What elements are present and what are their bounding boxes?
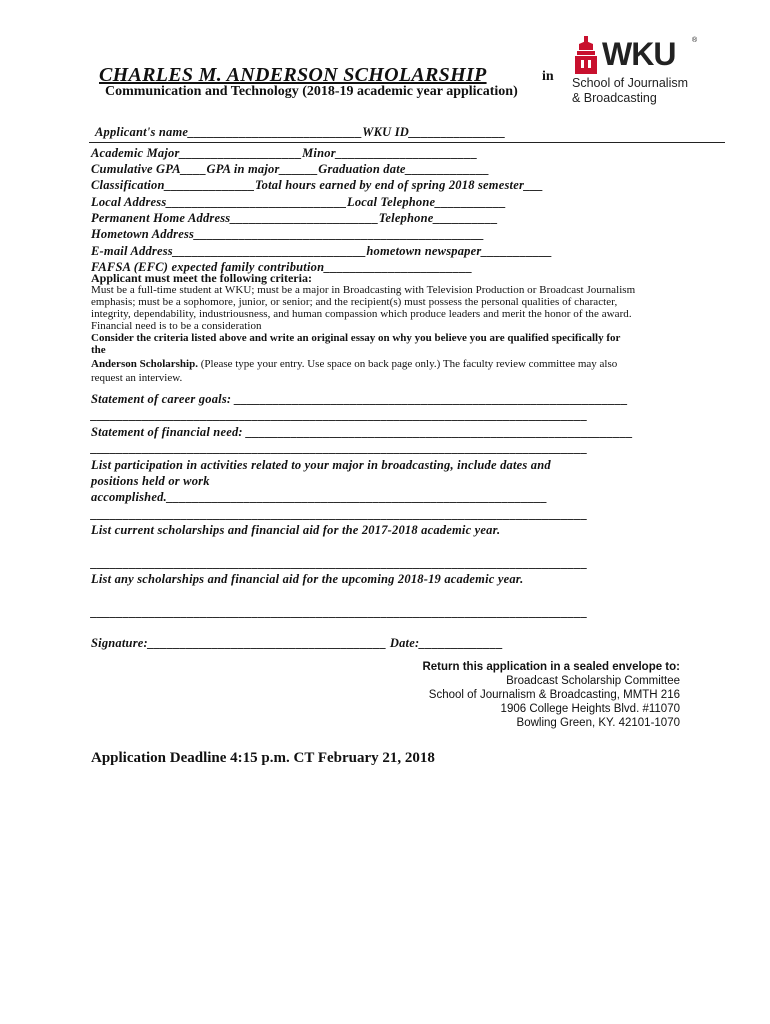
return-street: 1906 College Heights Blvd. #11070	[500, 703, 680, 715]
essay-details	[91, 358, 617, 370]
return-city: Bowling Green, KY. 42101-1070	[516, 717, 680, 729]
criteria-line: Must be a full-time student at WKU; must be a major in Broadcasting with Television Production or Broadcast Journalism	[91, 284, 636, 296]
application-deadline: Application Deadline 4:15 p.m. CT February 21, 2018	[91, 750, 435, 766]
current-aid-line[interactable]: _____________________________________________________________________________	[91, 556, 588, 570]
field-fafsa[interactable]: FAFSA (EFC) expected family contribution_______________________	[91, 260, 473, 274]
field-gpa[interactable]: Cumulative GPA____GPA in major______Graduation date_____________	[91, 162, 490, 176]
field-academic-major[interactable]: Academic Major___________________Minor______________________	[91, 146, 478, 160]
cupola-tower-icon	[572, 36, 600, 74]
activities-field[interactable]: accomplished.___________________________________________________________	[91, 490, 548, 504]
activities-prompt: List participation in activities related to your major in broadcasting, include dates and	[91, 458, 551, 472]
return-committee: Broadcast Scholarship Committee	[506, 675, 680, 687]
logo-wordmark: WKU	[602, 36, 676, 72]
field-applicant-name[interactable]: Applicant's name___________________________WKU ID_______________	[95, 125, 506, 139]
wku-logo	[570, 34, 700, 106]
criteria-line: emphasis; must be a sophomore, junior, or senior; and the recipient(s) must possess the personal qualities of character,	[91, 296, 618, 308]
field-local-address[interactable]: Local Address____________________________Local Telephone___________	[91, 195, 507, 209]
upcoming-aid-line[interactable]: _____________________________________________________________________________	[91, 605, 588, 619]
current-aid-prompt: List current scholarships and financial aid for the 2017-2018 academic year.	[91, 523, 501, 537]
logo-broadcasting-line: & Broadcasting	[572, 91, 657, 105]
signature-date-field[interactable]: Signature:_____________________________________ Date:_____________	[91, 636, 504, 650]
return-heading: Return this application in a sealed envelope to:	[422, 661, 680, 673]
essay-interview-note: request an interview.	[91, 372, 183, 384]
header-divider	[89, 142, 725, 143]
activities-prompt-cont: positions held or work	[91, 474, 210, 488]
criteria-line: Financial need is to be a consideration	[91, 320, 262, 332]
scholarship-subtitle: Communication and Technology (2018-19 academic year application)	[105, 84, 518, 99]
scholarship-title: CHARLES M. ANDERSON SCHOLARSHIP	[99, 64, 487, 86]
title-suffix: in	[542, 69, 554, 84]
statement-financial-need[interactable]: Statement of financial need: ____________________________________________________________	[91, 425, 634, 439]
scholarship-name: Anderson Scholarship.	[91, 358, 198, 370]
essay-instruction: Consider the criteria listed above and write an original essay on why you believe you are qualified specifically for	[91, 332, 621, 344]
registered-mark: ®	[692, 37, 698, 44]
return-school: School of Journalism & Broadcasting, MMTH 216	[428, 689, 680, 701]
activities-field-line[interactable]: _____________________________________________________________________________	[91, 507, 588, 521]
upcoming-aid-prompt: List any scholarships and financial aid for the upcoming 2018-19 academic year.	[91, 572, 524, 586]
field-classification[interactable]: Classification______________Total hours earned by end of spring 2018 semester___	[91, 178, 544, 192]
essay-instruction-cont: the	[91, 344, 106, 356]
criteria-heading: Applicant must meet the following criteria:	[91, 271, 312, 285]
field-permanent-address[interactable]: Permanent Home Address_______________________Telephone__________	[91, 211, 499, 225]
criteria-line: integrity, dependability, industriousness, and human compassion which produce leaders and merit the honor of the award.	[91, 308, 632, 320]
essay-type-note: (Please type your entry. Use space on back page only.) The faculty review committee may also	[197, 358, 618, 370]
statement-financial-need-line[interactable]: _____________________________________________________________________________	[91, 441, 588, 455]
statement-career-goals-line[interactable]: _____________________________________________________________________________	[91, 408, 588, 422]
field-hometown-address[interactable]: Hometown Address_____________________________________________	[91, 227, 485, 241]
statement-career-goals[interactable]: Statement of career goals: _____________________________________________________________	[91, 392, 629, 406]
field-email[interactable]: E-mail Address______________________________hometown newspaper___________	[91, 244, 553, 258]
logo-school-line: School of Journalism	[572, 76, 689, 90]
